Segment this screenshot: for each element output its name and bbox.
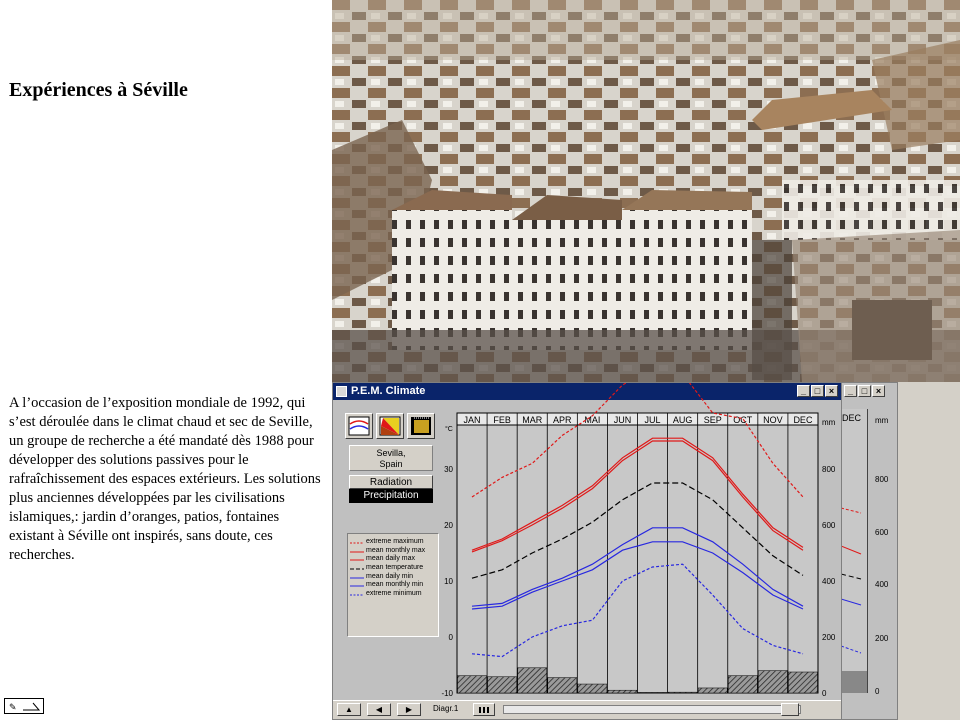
precipitation-bar — [668, 692, 697, 693]
precipitation-bar — [488, 677, 517, 693]
month-label: MAI — [584, 415, 601, 425]
climate-window[interactable] — [332, 382, 842, 720]
second-unit-label: mm — [875, 416, 889, 425]
minimize-button-2[interactable]: _ — [844, 385, 857, 397]
legend-label: mean temperature — [366, 564, 424, 572]
precipitation-bar — [638, 692, 667, 693]
precipitation-bar — [698, 688, 727, 693]
window-title: P.E.M. Climate — [351, 385, 426, 397]
precipitation-bar — [758, 671, 787, 693]
diagram-label: Diagr.1 — [433, 704, 459, 713]
month-label: JUL — [644, 415, 661, 425]
pem-climate-app — [332, 382, 960, 720]
y2-tick-label: 0 — [822, 689, 827, 698]
next-diagram-button[interactable]: ▶ — [397, 703, 421, 716]
y-tick-label: 10 — [444, 577, 453, 586]
previous-diagram-button[interactable]: ◀ — [367, 703, 391, 716]
month-label: SEP — [703, 415, 722, 425]
first-diagram-button[interactable]: ▲ — [337, 703, 361, 716]
close-button-2[interactable]: × — [872, 385, 885, 397]
right-unit-label: mm — [822, 418, 836, 427]
legend-label: mean daily max — [366, 555, 416, 563]
diagram-grid-button[interactable] — [473, 703, 495, 716]
month-label: AUG — [672, 415, 693, 425]
left-unit-label: °C — [445, 426, 453, 433]
month-label: DEC — [793, 415, 813, 425]
bottom-toolbar — [333, 700, 841, 719]
y-tick-label: 30 — [444, 465, 453, 474]
precipitation-bar — [518, 668, 547, 693]
legend-label: mean daily min — [366, 572, 414, 580]
maximize-button-2[interactable]: □ — [858, 385, 871, 397]
precipitation-bar — [548, 678, 577, 693]
seville-rooftops-photo — [332, 0, 960, 382]
month-label: OCT — [733, 415, 753, 425]
month-label: JAN — [463, 415, 481, 425]
y2-tick-label: 600 — [822, 521, 836, 530]
month-label: NOV — [763, 415, 783, 425]
climate-chart — [333, 383, 843, 703]
body-paragraph: A l’occasion de l’exposition mondiale de 1992, qui s’est déroulée dans le climat chaud et sec de Seville, un groupe de recherche a été mandaté dès 1988 pour développer des solutions passives pour le rafraîchissement des espaces extérieurs. Les solutions plus anciennes développées par les civilisations islamiques,: jardin d’oranges, patios, fontaines existant à Séville ont inspirés, sans doute, ces recherches. — [9, 395, 321, 563]
second-month-label: DEC — [842, 413, 862, 423]
edit-pen-icon[interactable] — [4, 698, 44, 714]
month-label: JUN — [613, 415, 632, 425]
legend-label: mean monthly max — [366, 546, 426, 554]
precipitation-bar — [788, 672, 817, 693]
minimize-button[interactable]: _ — [797, 385, 810, 397]
radiation-button[interactable]: Radiation — [349, 475, 433, 489]
legend-label: extreme minimum — [366, 590, 422, 598]
page-title: Expériences à Séville — [9, 79, 188, 101]
second-window-graph — [841, 383, 899, 721]
legend-label: extreme maximum — [366, 538, 424, 545]
location-country: Spain — [379, 459, 403, 469]
precipitation-bar — [578, 684, 607, 693]
y-tick-label: 20 — [444, 521, 453, 530]
scroll-thumb-button[interactable] — [781, 703, 799, 716]
precipitation-button[interactable]: Precipitation — [349, 489, 433, 503]
precipitation-bar — [458, 676, 487, 693]
horizontal-scrollbar[interactable] — [503, 705, 801, 714]
y-tick-label: -10 — [441, 689, 453, 698]
precipitation-bar — [728, 676, 757, 693]
bars-icon — [474, 704, 494, 715]
y2-tick-label: 400 — [822, 577, 836, 586]
y2-tick-label: 200 — [822, 633, 836, 642]
legend-label: mean monthly min — [366, 581, 424, 589]
close-button[interactable]: × — [825, 385, 838, 397]
y2-tick-label: 800 — [822, 465, 836, 474]
y-tick-label: 0 — [448, 633, 453, 642]
precipitation-bar — [608, 690, 637, 693]
location-city: Sevilla, — [376, 448, 406, 458]
month-label: MAR — [522, 415, 543, 425]
month-label: FEB — [493, 415, 511, 425]
maximize-button[interactable]: □ — [811, 385, 824, 397]
second-climate-window[interactable]: _ □ × DEC mm 800 600 400 200 0 — [840, 382, 898, 720]
month-label: APR — [553, 415, 572, 425]
svg-text:✎: ✎ — [9, 702, 17, 712]
